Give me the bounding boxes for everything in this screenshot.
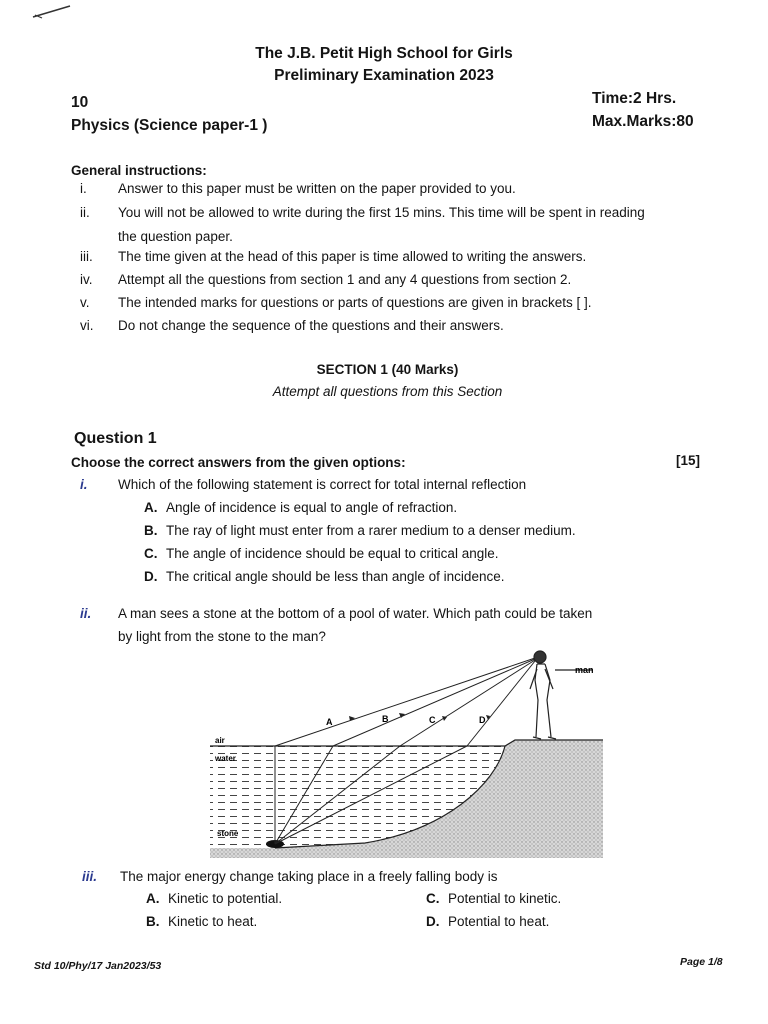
stone-label: stone (217, 829, 239, 838)
pen-mark (30, 2, 75, 22)
instruction-num: v. (80, 295, 90, 310)
instruction-item (80, 271, 571, 289)
option-text: The ray of light must enter from a rarer medium to a denser medium. (166, 523, 576, 538)
school-name: The J.B. Petit High School for Girls (255, 45, 513, 62)
instruction-item (80, 248, 586, 266)
water-label: water (215, 754, 236, 763)
option-letter: D. (144, 569, 158, 584)
option-b (146, 913, 257, 931)
option-letter: A. (146, 891, 160, 906)
option-a (146, 890, 282, 908)
instructions-title: General instructions: (71, 163, 207, 178)
question-num: iii. (82, 869, 98, 884)
subject-title: Physics (Science paper-1 ) (71, 117, 268, 134)
option-letter: B. (146, 914, 160, 929)
question-text: Which of the following statement is correct for total internal reflection (118, 477, 527, 492)
option-text: The critical angle should be less than angle of incidence. (166, 569, 505, 584)
pool-diagram (205, 645, 605, 860)
option-c (426, 890, 561, 908)
option-text: Potential to heat. (448, 914, 550, 929)
question-text-cont: by light from the stone to the man? (118, 629, 326, 644)
instruction-num: ii. (80, 205, 90, 220)
question-num: ii. (80, 606, 92, 621)
option-text: Potential to kinetic. (448, 891, 562, 906)
option-b (144, 522, 576, 540)
instruction-item (80, 180, 516, 198)
question-text: A man sees a stone at the bottom of a pool of water. Which path could be taken (118, 606, 593, 621)
option-letter: B. (144, 523, 158, 538)
option-text: Angle of incidence is equal to angle of refraction. (166, 500, 458, 515)
time-allowed: Time:2 Hrs. (592, 90, 677, 107)
question-instruction: Choose the correct answers from the given options: (71, 455, 406, 470)
instruction-num: vi. (80, 318, 94, 333)
option-d (144, 568, 504, 586)
option-text: Kinetic to heat. (168, 914, 258, 929)
instruction-text: Do not change the sequence of the questions and their answers. (118, 318, 504, 333)
instruction-num: iv. (80, 272, 93, 287)
option-letter: D. (426, 914, 440, 929)
instruction-text: Attempt all the questions from section 1 and any 4 questions from section 2. (118, 272, 572, 287)
page-number: Page 1/8 (680, 956, 723, 968)
path-c (400, 660, 535, 746)
option-a (144, 499, 457, 517)
option-d (426, 913, 549, 931)
path-a-label: A (326, 717, 333, 727)
instruction-item (80, 204, 645, 222)
option-text: Kinetic to potential. (168, 891, 283, 906)
section-title: SECTION 1 (40 Marks) (316, 362, 459, 377)
question-ii (80, 605, 592, 623)
footer-code: Std 10/Phy/17 Jan2023/53 (34, 960, 162, 972)
option-text: The angle of incidence should be equal to critical angle. (166, 546, 499, 561)
question-iii (82, 868, 497, 886)
question-i (80, 476, 526, 494)
instruction-text: Answer to this paper must be written on the paper provided to you. (118, 181, 516, 196)
exam-title: Preliminary Examination 2023 (274, 67, 494, 84)
instruction-item (80, 294, 592, 312)
man-label: man (575, 665, 594, 675)
std-number: 10 (71, 94, 89, 111)
air-label: air (215, 736, 225, 745)
option-letter: A. (144, 500, 158, 515)
max-marks: Max.Marks:80 (592, 113, 694, 130)
option-letter: C. (426, 891, 440, 906)
path-b (333, 659, 535, 746)
path-d-label: D (479, 715, 486, 725)
instruction-num: i. (80, 181, 87, 196)
instruction-text-cont: the question paper. (118, 229, 233, 244)
path-b-label: B (382, 714, 389, 724)
question-text: The major energy change taking place in a freely falling body is (120, 869, 498, 884)
question-marks: [15] (676, 453, 701, 468)
option-letter: C. (144, 546, 158, 561)
question-title: Question 1 (74, 430, 157, 447)
question-num: i. (80, 477, 88, 492)
instruction-text: You will not be allowed to write during the first 15 mins. This time will be spent in reading (118, 205, 645, 220)
instruction-num: iii. (80, 249, 93, 264)
path-a (275, 658, 535, 746)
instruction-text: The time given at the head of this paper is time allowed to writing the answers. (118, 249, 587, 264)
instruction-text: The intended marks for questions or parts of questions are given in brackets [ ]. (118, 295, 592, 310)
instruction-item (80, 317, 504, 335)
section-subtitle: Attempt all questions from this Section (272, 384, 503, 399)
path-c-label: C (429, 715, 436, 725)
option-c (144, 545, 498, 563)
